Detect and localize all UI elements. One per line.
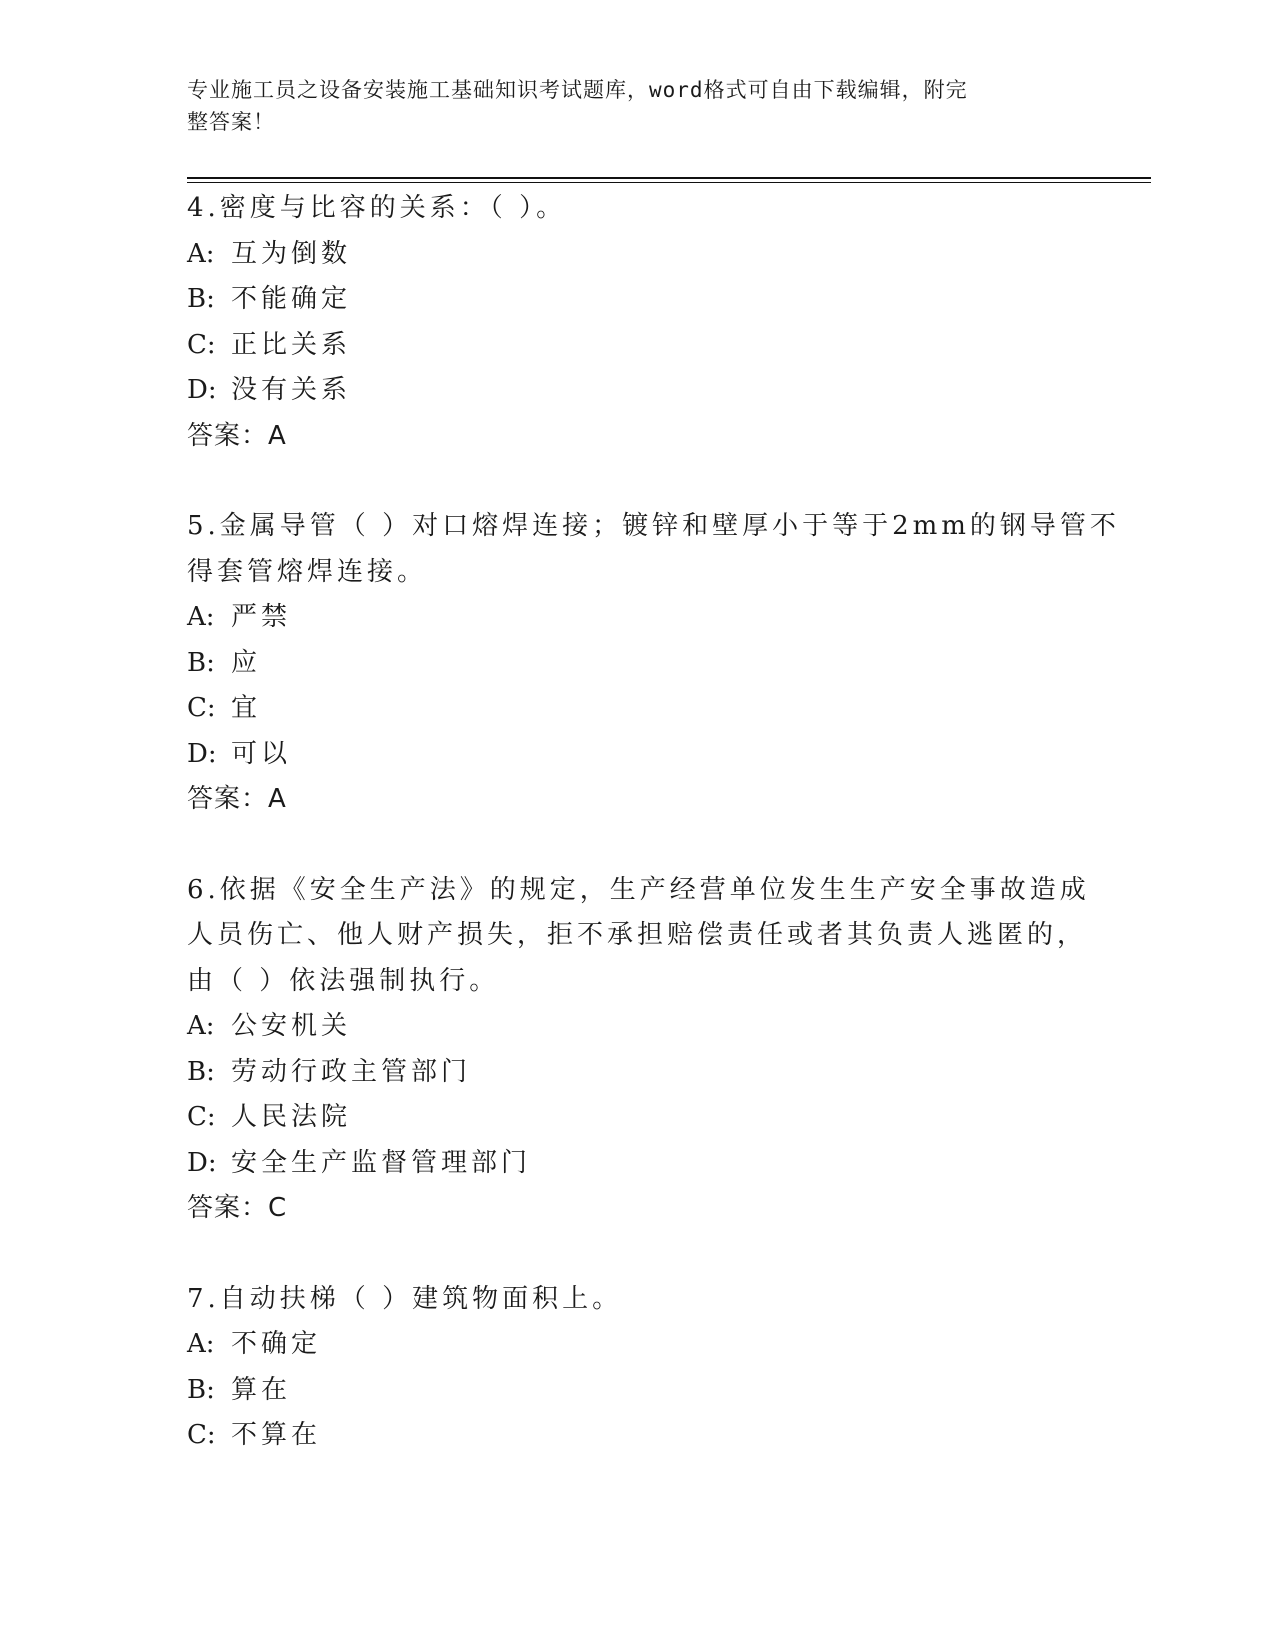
question-stem-line: 得套管熔焊连接。 bbox=[187, 556, 428, 587]
answer-option bbox=[187, 277, 1087, 323]
question-stem-line: 由（ ）依法强制执行。 bbox=[187, 965, 500, 996]
answer-option bbox=[187, 1141, 1087, 1187]
header-divider-thin bbox=[187, 182, 1151, 183]
answer-option bbox=[187, 595, 1087, 641]
question-block bbox=[187, 504, 1120, 823]
answer-option bbox=[187, 1095, 1087, 1141]
answer-option bbox=[187, 1050, 1087, 1096]
answer-option bbox=[187, 232, 1087, 278]
option-label: B: bbox=[187, 1374, 215, 1405]
question-stem-line: 7.自动扶梯（ ）建筑物面积上。 bbox=[187, 1283, 623, 1314]
option-label: D: bbox=[187, 375, 217, 405]
option-text: 可以 bbox=[231, 738, 292, 769]
option-label: A: bbox=[187, 1329, 215, 1359]
answer-key: 答案：A bbox=[187, 420, 287, 451]
option-text: 互为倒数 bbox=[231, 238, 352, 269]
option-text: 公安机关 bbox=[231, 1011, 352, 1041]
option-label: B: bbox=[187, 284, 215, 314]
option-text: 劳动行政主管部门 bbox=[231, 1056, 472, 1087]
option-label: C: bbox=[187, 693, 216, 723]
option-label: D: bbox=[187, 1147, 217, 1178]
header-divider-thick bbox=[187, 177, 1151, 179]
option-text: 宜 bbox=[231, 693, 262, 723]
question-stem-line: 4.密度与比容的关系：（ ）。 bbox=[187, 193, 567, 223]
answer-option bbox=[187, 1322, 1087, 1368]
option-text: 正比关系 bbox=[231, 329, 352, 360]
option-text: 不算在 bbox=[231, 1420, 322, 1450]
option-text: 不确定 bbox=[231, 1329, 322, 1359]
answer-option bbox=[187, 1413, 1087, 1459]
option-label: A: bbox=[187, 602, 215, 632]
option-label: D: bbox=[187, 738, 217, 769]
option-text: 严禁 bbox=[231, 602, 292, 632]
question-stem-line: 5.金属导管（ ）对口熔焊连接；镀锌和壁厚小于等于2mm的钢导管不 bbox=[187, 511, 1120, 541]
option-text: 应 bbox=[231, 647, 262, 678]
answer-option bbox=[187, 686, 1087, 732]
option-label: A: bbox=[187, 1011, 215, 1041]
answer-key: 答案：A bbox=[187, 784, 287, 814]
option-text: 算在 bbox=[231, 1374, 292, 1405]
option-label: C: bbox=[187, 329, 216, 360]
question-stem-line: 6.依据《安全生产法》的规定，生产经营单位发生生产安全事故造成 bbox=[187, 874, 1090, 905]
option-label: C: bbox=[187, 1102, 216, 1132]
option-label: A: bbox=[187, 238, 215, 269]
question-list bbox=[187, 186, 1120, 1504]
option-text: 安全生产监督管理部门 bbox=[231, 1147, 532, 1178]
answer-option bbox=[187, 368, 1087, 414]
option-text: 人民法院 bbox=[231, 1102, 352, 1132]
answer-option bbox=[187, 641, 1087, 687]
option-label: B: bbox=[187, 647, 215, 678]
answer-option bbox=[187, 323, 1087, 369]
option-text: 没有关系 bbox=[231, 375, 352, 405]
question-stem-line: 人员伤亡、他人财产损失，拒不承担赔偿责任或者其负责人逃匿的， bbox=[187, 920, 1088, 950]
header-line-1: 专业施工员之设备安装施工基础知识考试题库，word格式可自由下载编辑，附完 bbox=[187, 78, 968, 102]
question-block bbox=[187, 868, 1090, 1232]
question-block bbox=[187, 1277, 1087, 1459]
answer-option bbox=[187, 1368, 1087, 1414]
question-block bbox=[187, 186, 1087, 459]
option-label: B: bbox=[187, 1056, 215, 1087]
answer-key: 答案：C bbox=[187, 1193, 288, 1223]
option-label: C: bbox=[187, 1420, 216, 1450]
option-text: 不能确定 bbox=[231, 284, 352, 314]
header-line-2: 整答案！ bbox=[187, 110, 275, 134]
answer-option bbox=[187, 732, 1087, 778]
document-header bbox=[187, 74, 1067, 138]
answer-option bbox=[187, 1004, 1087, 1050]
